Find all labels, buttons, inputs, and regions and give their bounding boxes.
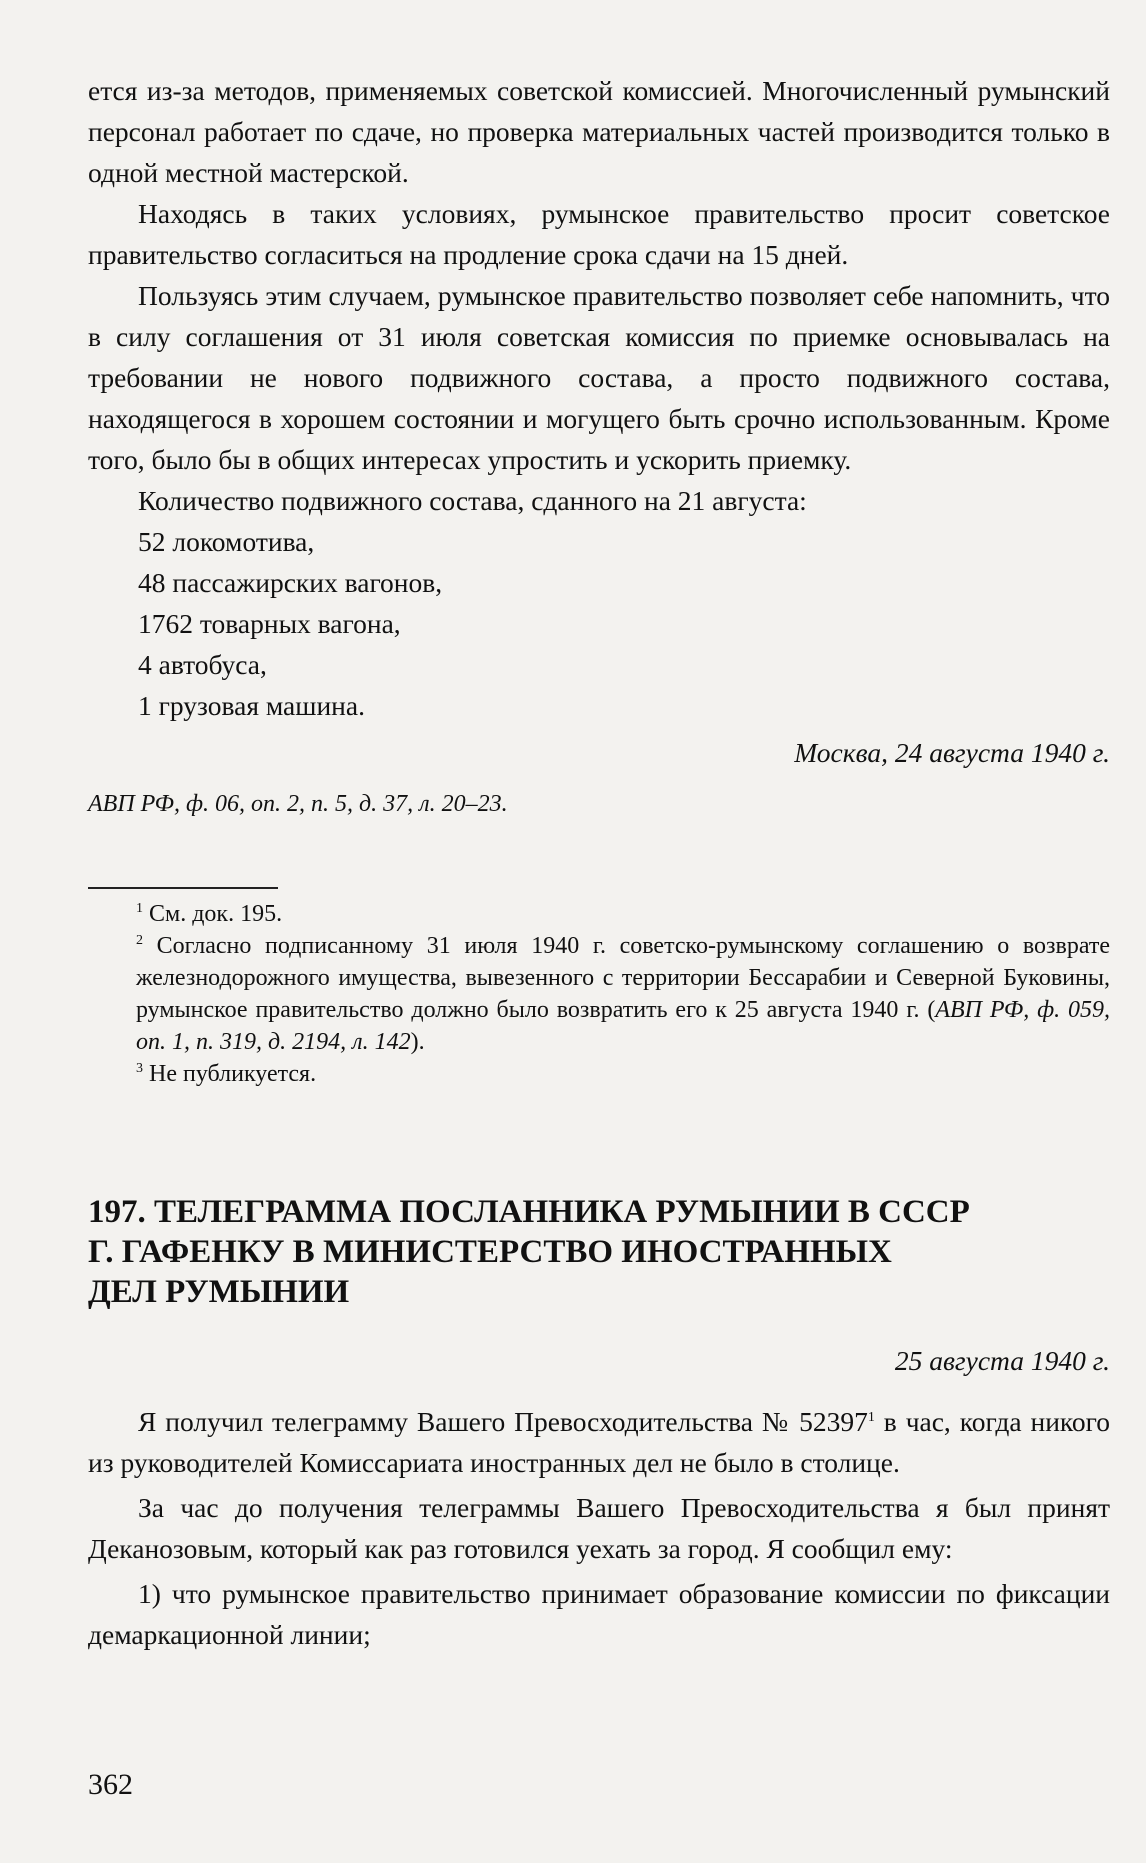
footnote-text: Не публикуется. [149,1061,317,1087]
footnote-2 [88,930,1110,1058]
footnote-reference: АВП РФ, ф. 059, оп. 1, п. 319, д. 2194, л. 142 [136,997,1111,1055]
footnote-mark: 2 [136,933,143,948]
paragraph-text: в час, когда никого из руководителей Комиссариата иностранных дел не было в столице. [88,1406,1110,1478]
paragraph-dekanozov: За час до получения телеграммы Вашего Превосходительства я был принят Деканозовым, который как раз готовился уехать за город. Я сообщил ему: [88,1492,1110,1564]
list-item: 1 грузовая машина. [138,690,365,721]
archive-source: АВП РФ, ф. 06, оп. 2, п. 5, д. 37, л. 20–23. [88,791,508,817]
top-text [88,70,1110,821]
document-date: 25 августа 1940 г. [894,1345,1110,1376]
footnote-mark: 1 [136,901,143,916]
heading-line-3: ДЕЛ РУМЫНИИ [88,1274,350,1310]
footnote-end: ). [410,1029,425,1055]
list-item: 1762 товарных вагона, [138,608,401,639]
document-heading [88,1192,1110,1312]
footnote-mark: 1 [867,1409,875,1425]
heading-line-2: Г. ГАФЕНКУ В МИНИСТЕРСТВО ИНОСТРАННЫХ [88,1234,892,1270]
page-number: 362 [88,1768,133,1801]
paragraph-rolling-stock-count: Количество подвижного состава, сданного на 21 августа: [138,485,807,516]
list-item: 52 локомотива, [138,526,315,557]
place-date: Москва, 24 августа 1940 г. [794,737,1110,768]
footnote-1 [88,898,1110,930]
heading-line-1: 197. ТЕЛЕГРАММА ПОСЛАННИКА РУМЫНИИ В СССР [88,1194,970,1230]
footnote-3 [88,1058,1110,1090]
list-item: 48 пассажирских вагонов, [138,567,443,598]
paragraph-extension-request: Находясь в таких условиях, румынское правительство просит советское правительство согласиться на продление срока сдачи на 15 дней. [88,198,1110,270]
paragraph-agreement-reminder: Пользуясь этим случаем, румынское правительство позволяет себе напомнить, что в силу соглашения от 31 июля советская комиссия по приемке основывалась на требовании не нового подвижного состава, а просто подвижного состава, находящегося в хорошем состоянии и могущего быть срочно использованным. Кроме того, было бы в общих интересах упростить и ускорить приемку. [88,280,1110,475]
list-item: 4 автобуса, [138,649,267,680]
paragraph-point-1: 1) что румынское правительство принимает образование комиссии по фиксации демаркационной линии; [88,1578,1110,1650]
footnote-text: См. док. 195. [149,901,283,927]
paragraph-text: Я получил телеграмму Вашего Превосходительства № 52397 [138,1406,868,1437]
footnote-divider [88,887,278,889]
footnote-text: Согласно подписанному 31 июля 1940 г. советско-румынскому соглашению о возврате железнодорожного имущества, вывезенного с территории Бессарабии и Северной Буковины, румынское правительство должно было возвратить его к 25 августа 1940 г. ( [136,933,1111,1023]
footnotes [88,898,1110,1090]
rolling-stock-list [88,521,1110,726]
paragraph-continuation: ется из-за методов, применяемых советской комиссией. Многочисленный румынский персонал работает по сдаче, но проверка материальных частей производится только в одной местной мастерской. [88,75,1110,188]
footnote-mark: 3 [136,1061,143,1076]
bottom-text [88,1340,1110,1655]
paragraph-telegram-received [88,1401,1110,1483]
